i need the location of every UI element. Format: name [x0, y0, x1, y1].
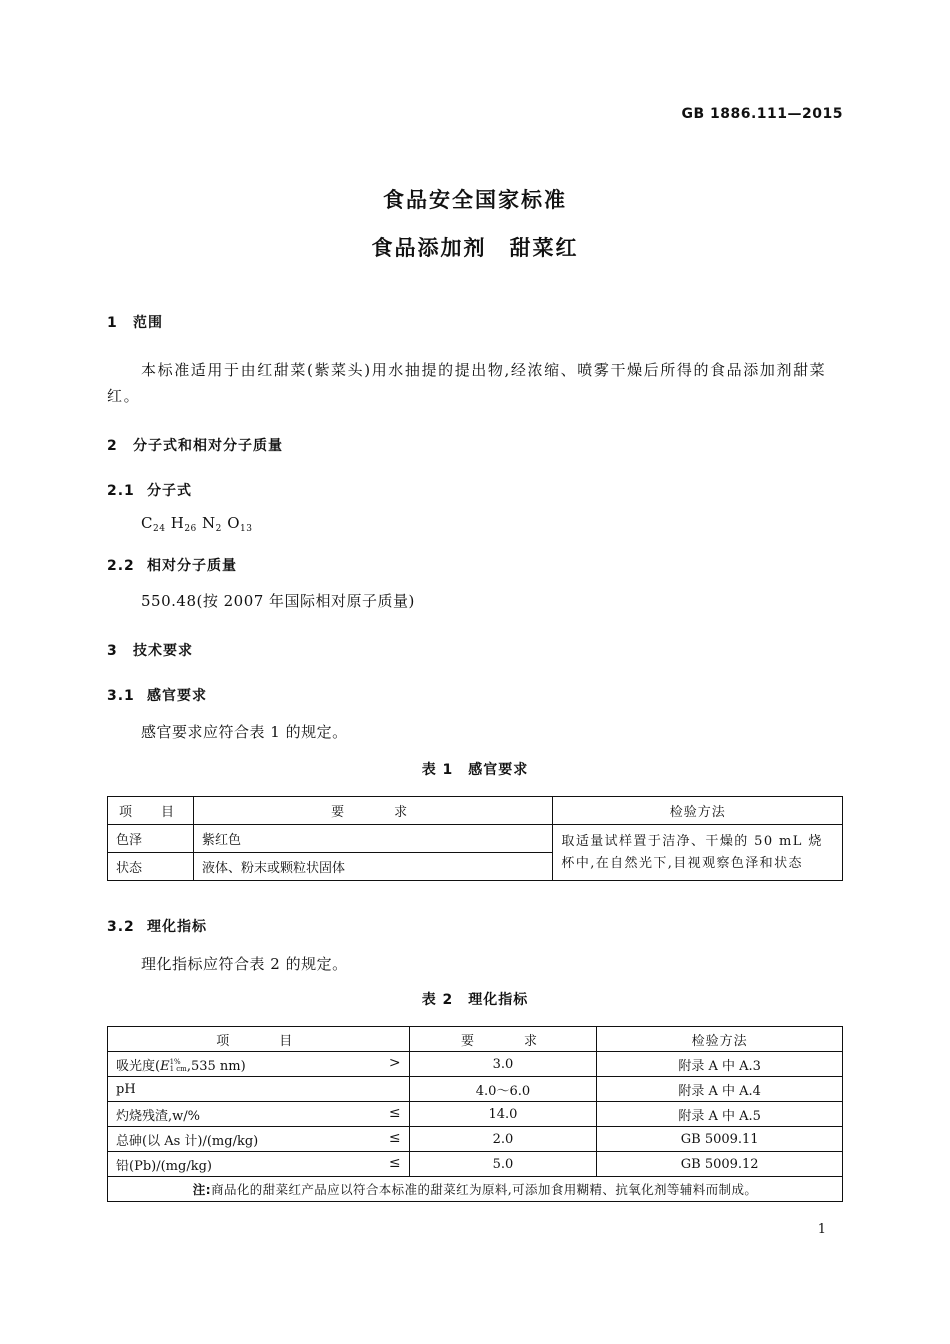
- table-row: [108, 1127, 843, 1152]
- requirement-cell: 紫红色: [193, 825, 552, 853]
- document-subtitle: 食品添加剂 甜菜红: [371, 236, 579, 260]
- method-cell: 取适量试样置于洁净、干燥的 50 mL 烧杯中,在自然光下,目视观察色泽和状态: [553, 825, 843, 881]
- table-row: [108, 1052, 843, 1077]
- section-3-heading: [107, 640, 193, 660]
- column-header: 检验方法: [553, 797, 843, 825]
- table-header-row: [108, 797, 843, 825]
- table-row: [108, 825, 843, 853]
- requirement-cell: 3.0: [409, 1052, 597, 1077]
- section-number: 2.1: [107, 483, 135, 499]
- comparison-symbol: >: [388, 1054, 401, 1071]
- method-cell: 附录 A 中 A.5: [597, 1102, 843, 1127]
- method-cell: 附录 A 中 A.4: [597, 1077, 843, 1102]
- section-2-heading: [107, 435, 283, 455]
- table-note: [108, 1177, 843, 1202]
- column-header: 检验方法: [597, 1027, 843, 1052]
- section-title: 技术要求: [133, 643, 193, 659]
- section-title: 分子式和相对分子质量: [133, 438, 283, 454]
- document-title: 食品安全国家标准: [383, 188, 567, 212]
- section-number: 1: [107, 315, 118, 331]
- section-1-text: 本标准适用于由红甜菜(紫菜头)用水抽提的提出物,经浓缩、喷雾干燥后所得的食品添加剂甜菜红。: [107, 361, 827, 405]
- section-title: 感官要求: [147, 688, 207, 704]
- molecular-mass: 550.48(按 2007 年国际相对原子质量): [141, 592, 415, 610]
- section-2-1-heading: [107, 480, 192, 500]
- sensory-requirements-table: [107, 796, 843, 881]
- table-header-row: [108, 1027, 843, 1052]
- table-1-caption: 表 1 感官要求: [421, 762, 529, 778]
- table-row: [108, 1152, 843, 1177]
- note-text: 商品化的甜菜红产品应以符合本标准的甜菜红为原料,可添加食用糊精、抗氧化剂等辅料而制成。: [211, 1182, 758, 1197]
- section-title: 理化指标: [147, 919, 207, 935]
- item-cell: pH: [108, 1077, 410, 1102]
- method-cell: GB 5009.12: [597, 1152, 843, 1177]
- comparison-symbol: ≤: [388, 1154, 401, 1171]
- item-cell: 总砷(以 As 计)/(mg/kg) ≤: [108, 1127, 410, 1152]
- section-3-2-text: 理化指标应符合表 2 的规定。: [141, 955, 348, 973]
- table-row: [108, 1077, 843, 1102]
- column-header: 要 求: [409, 1027, 597, 1052]
- requirement-cell: 2.0: [409, 1127, 597, 1152]
- item-cell: 铅(Pb)/(mg/kg) ≤: [108, 1152, 410, 1177]
- physicochemical-table: [107, 1026, 843, 1202]
- item-cell: 状态: [108, 853, 194, 881]
- table-row: [108, 1102, 843, 1127]
- section-3-2-heading: [107, 916, 207, 936]
- comparison-symbol: ≤: [388, 1129, 401, 1146]
- column-header: 项 目: [108, 1027, 410, 1052]
- item-cell: 灼烧残渣,w/% ≤: [108, 1102, 410, 1127]
- requirement-cell: 4.0～6.0: [409, 1077, 597, 1102]
- table-note-row: [108, 1177, 843, 1202]
- section-3-1-text: 感官要求应符合表 1 的规定。: [141, 723, 348, 741]
- item-cell: 吸光度(E 1% 1 cm ,535 nm) >: [108, 1052, 410, 1077]
- section-3-1-heading: [107, 685, 207, 705]
- note-label: 注:: [192, 1182, 212, 1197]
- section-number: 3.2: [107, 919, 135, 935]
- column-header: 项 目: [108, 797, 194, 825]
- item-cell: 色泽: [108, 825, 194, 853]
- section-1-heading: [107, 312, 163, 332]
- molecular-formula: $C_{24}$ $H_{26}$ $N_2$ $O_{13}$: [141, 514, 253, 534]
- column-header: 要 求: [193, 797, 552, 825]
- section-number: 2.2: [107, 558, 135, 574]
- section-title: 范围: [133, 315, 163, 331]
- requirement-cell: 5.0: [409, 1152, 597, 1177]
- requirement-cell: 14.0: [409, 1102, 597, 1127]
- method-cell: 附录 A 中 A.3: [597, 1052, 843, 1077]
- section-number: 3.1: [107, 688, 135, 704]
- section-title: 相对分子质量: [147, 558, 237, 574]
- page-number: 1: [817, 1222, 826, 1237]
- requirement-cell: 液体、粉末或颗粒状固体: [193, 853, 552, 881]
- method-cell: GB 5009.11: [597, 1127, 843, 1152]
- section-number: 2: [107, 438, 118, 454]
- table-2-caption: 表 2 理化指标: [421, 992, 529, 1008]
- section-2-2-heading: [107, 555, 237, 575]
- standard-number: GB 1886.111—2015: [681, 106, 843, 122]
- comparison-symbol: ≤: [388, 1104, 401, 1121]
- section-number: 3: [107, 643, 118, 659]
- section-title: 分子式: [147, 483, 192, 499]
